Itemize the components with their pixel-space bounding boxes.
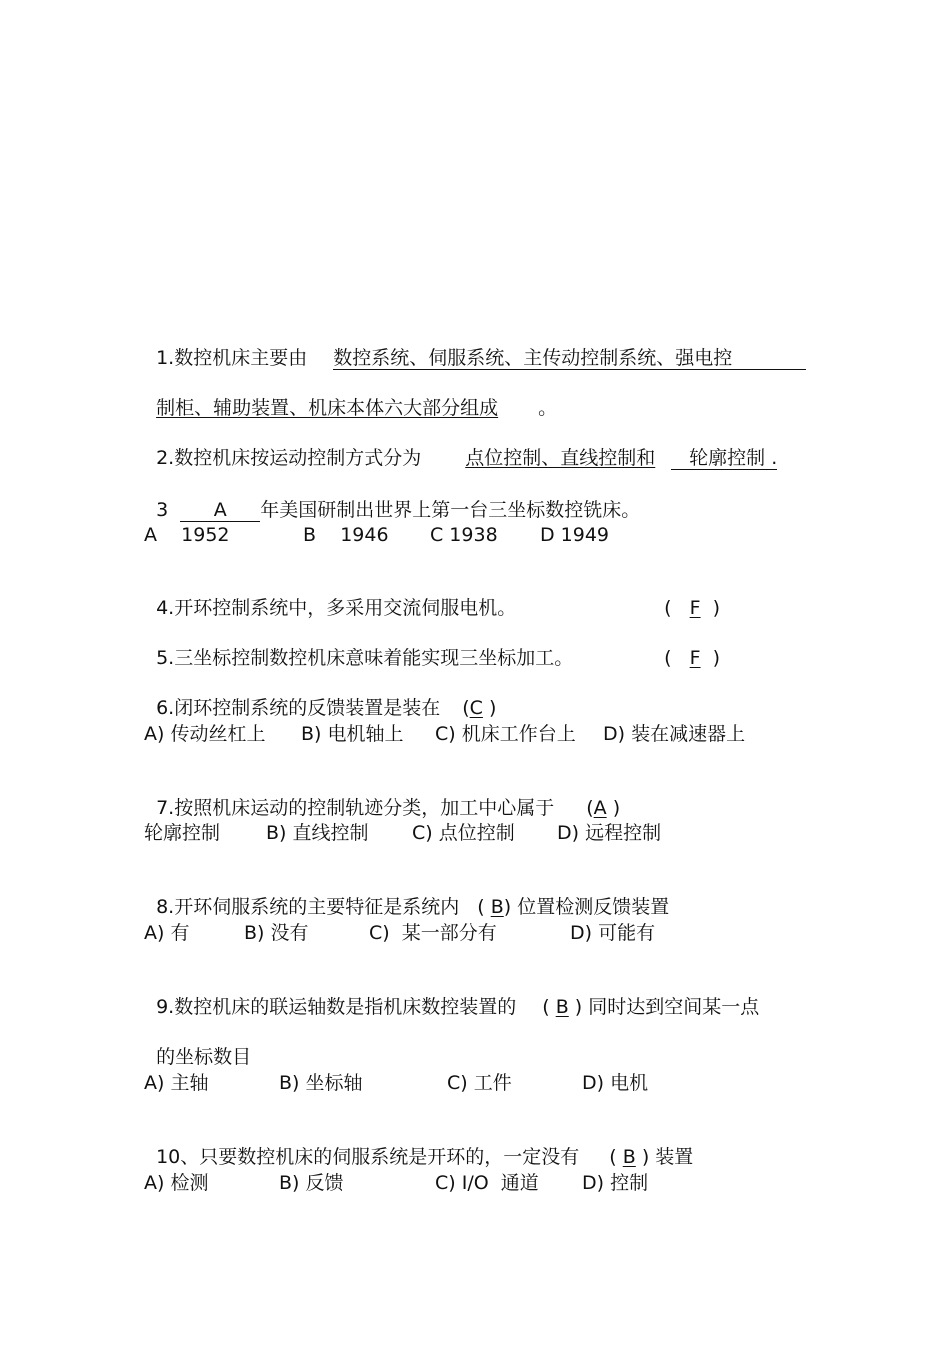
question-2	[144, 422, 777, 470]
q9-text-2: 的坐标数目	[156, 1046, 252, 1068]
q5-answer-bracket: ( F )	[664, 647, 721, 669]
q8-option-b: B) 没有	[244, 922, 309, 944]
q5-text: 5.三坐标控制数控机床意味着能实现三坐标加工。	[156, 647, 574, 669]
q9-option-d: D) 电机	[582, 1072, 649, 1094]
question-7: 7.按照机床运动的控制轨迹分类，加工中心属于 (A )	[156, 797, 621, 819]
question-9: 9.数控机床的联运轴数是指机床数控装置的 ( B ) 同时达到空间某一点	[156, 996, 760, 1018]
q7-option-d: D) 远程控制	[557, 822, 662, 844]
q6-text: 6.闭环控制系统的反馈装置是装在	[156, 697, 441, 719]
q3-option-b: B 1946	[303, 524, 389, 546]
q4-answer-bracket: ( F )	[664, 597, 721, 619]
q8-option-a: A) 有	[144, 922, 190, 944]
question-4	[144, 572, 516, 620]
q8-option-d: D) 可能有	[570, 922, 656, 944]
q1-answer-line1: 数控系统、伺服系统、主传动控制系统、强电控	[333, 347, 806, 370]
q9-option-c: C) 工件	[447, 1072, 512, 1094]
q7-option-b: B) 直线控制	[266, 822, 369, 844]
q1-end: 。	[538, 397, 558, 419]
q1-prefix: 1.数控机床主要由	[156, 347, 308, 369]
q6-option-d: D) 装在减速器上	[603, 723, 746, 745]
q3-text: 年美国研制出世界上第一台三坐标数控铣床。	[260, 499, 641, 521]
q9-option-a: A) 主轴	[144, 1072, 209, 1094]
q6-option-a: A) 传动丝杠上	[144, 723, 266, 745]
q2-answer-2: 轮廓控制 .	[671, 447, 777, 470]
q7-option-a: 轮廓控制	[144, 822, 221, 844]
q3-option-a: A 1952	[144, 524, 230, 546]
q7-option-c: C) 点位控制	[412, 822, 515, 844]
question-1-cont	[144, 372, 557, 420]
q6-option-c: C) 机床工作台上	[435, 723, 576, 745]
question-1	[144, 322, 806, 370]
q7-text: 7.按照机床运动的控制轨迹分类，加工中心属于	[156, 797, 555, 819]
q6-option-b: B) 电机轴上	[301, 723, 404, 745]
q3-num: 3	[156, 499, 169, 521]
question-8: 8.开环伺服系统的主要特征是系统内 ( B) 位置检测反馈装置	[156, 896, 670, 918]
q1-answer-line2: 制柜、辅助装置、机床本体六大部分组成	[156, 397, 499, 419]
q3-option-d: D 1949	[540, 524, 610, 546]
q6-answer: C	[469, 697, 483, 719]
question-6: 6.闭环控制系统的反馈装置是装在 (C )	[156, 697, 497, 719]
q5-answer: F	[689, 647, 701, 669]
q2-answer-1: 点位控制、直线控制和	[465, 447, 656, 469]
q10-option-a: A) 检测	[144, 1172, 209, 1194]
q10-option-c: C) I/O 通道	[435, 1172, 539, 1194]
q10-option-d: D) 控制	[582, 1172, 649, 1194]
q9-answer: B	[555, 996, 569, 1018]
q10-text: 10、只要数控机床的伺服系统是开环的，一定没有	[156, 1146, 580, 1168]
question-3	[144, 474, 640, 522]
q9-option-b: B) 坐标轴	[279, 1072, 363, 1094]
q7-answer: A	[593, 797, 607, 819]
question-5	[144, 622, 573, 670]
q3-option-c: C 1938	[430, 524, 498, 546]
q2-prefix: 2.数控机床按运动控制方式分为	[156, 447, 422, 469]
q10-answer: B	[622, 1146, 636, 1168]
q4-text: 4.开环控制系统中，多采用交流伺服电机。	[156, 597, 517, 619]
q10-option-b: B) 反馈	[279, 1172, 344, 1194]
question-10: 10、只要数控机床的伺服系统是开环的，一定没有 ( B ) 装置	[156, 1146, 694, 1168]
q8-option-c: C) 某一部分有	[369, 922, 497, 944]
q8-text: 8.开环伺服系统的主要特征是系统内	[156, 896, 460, 918]
q3-answer: A	[180, 499, 260, 522]
question-9-cont	[144, 1021, 251, 1069]
q9-text: 9.数控机床的联运轴数是指机床数控装置的	[156, 996, 517, 1018]
q4-answer: F	[689, 597, 701, 619]
q8-answer: B	[490, 896, 504, 918]
